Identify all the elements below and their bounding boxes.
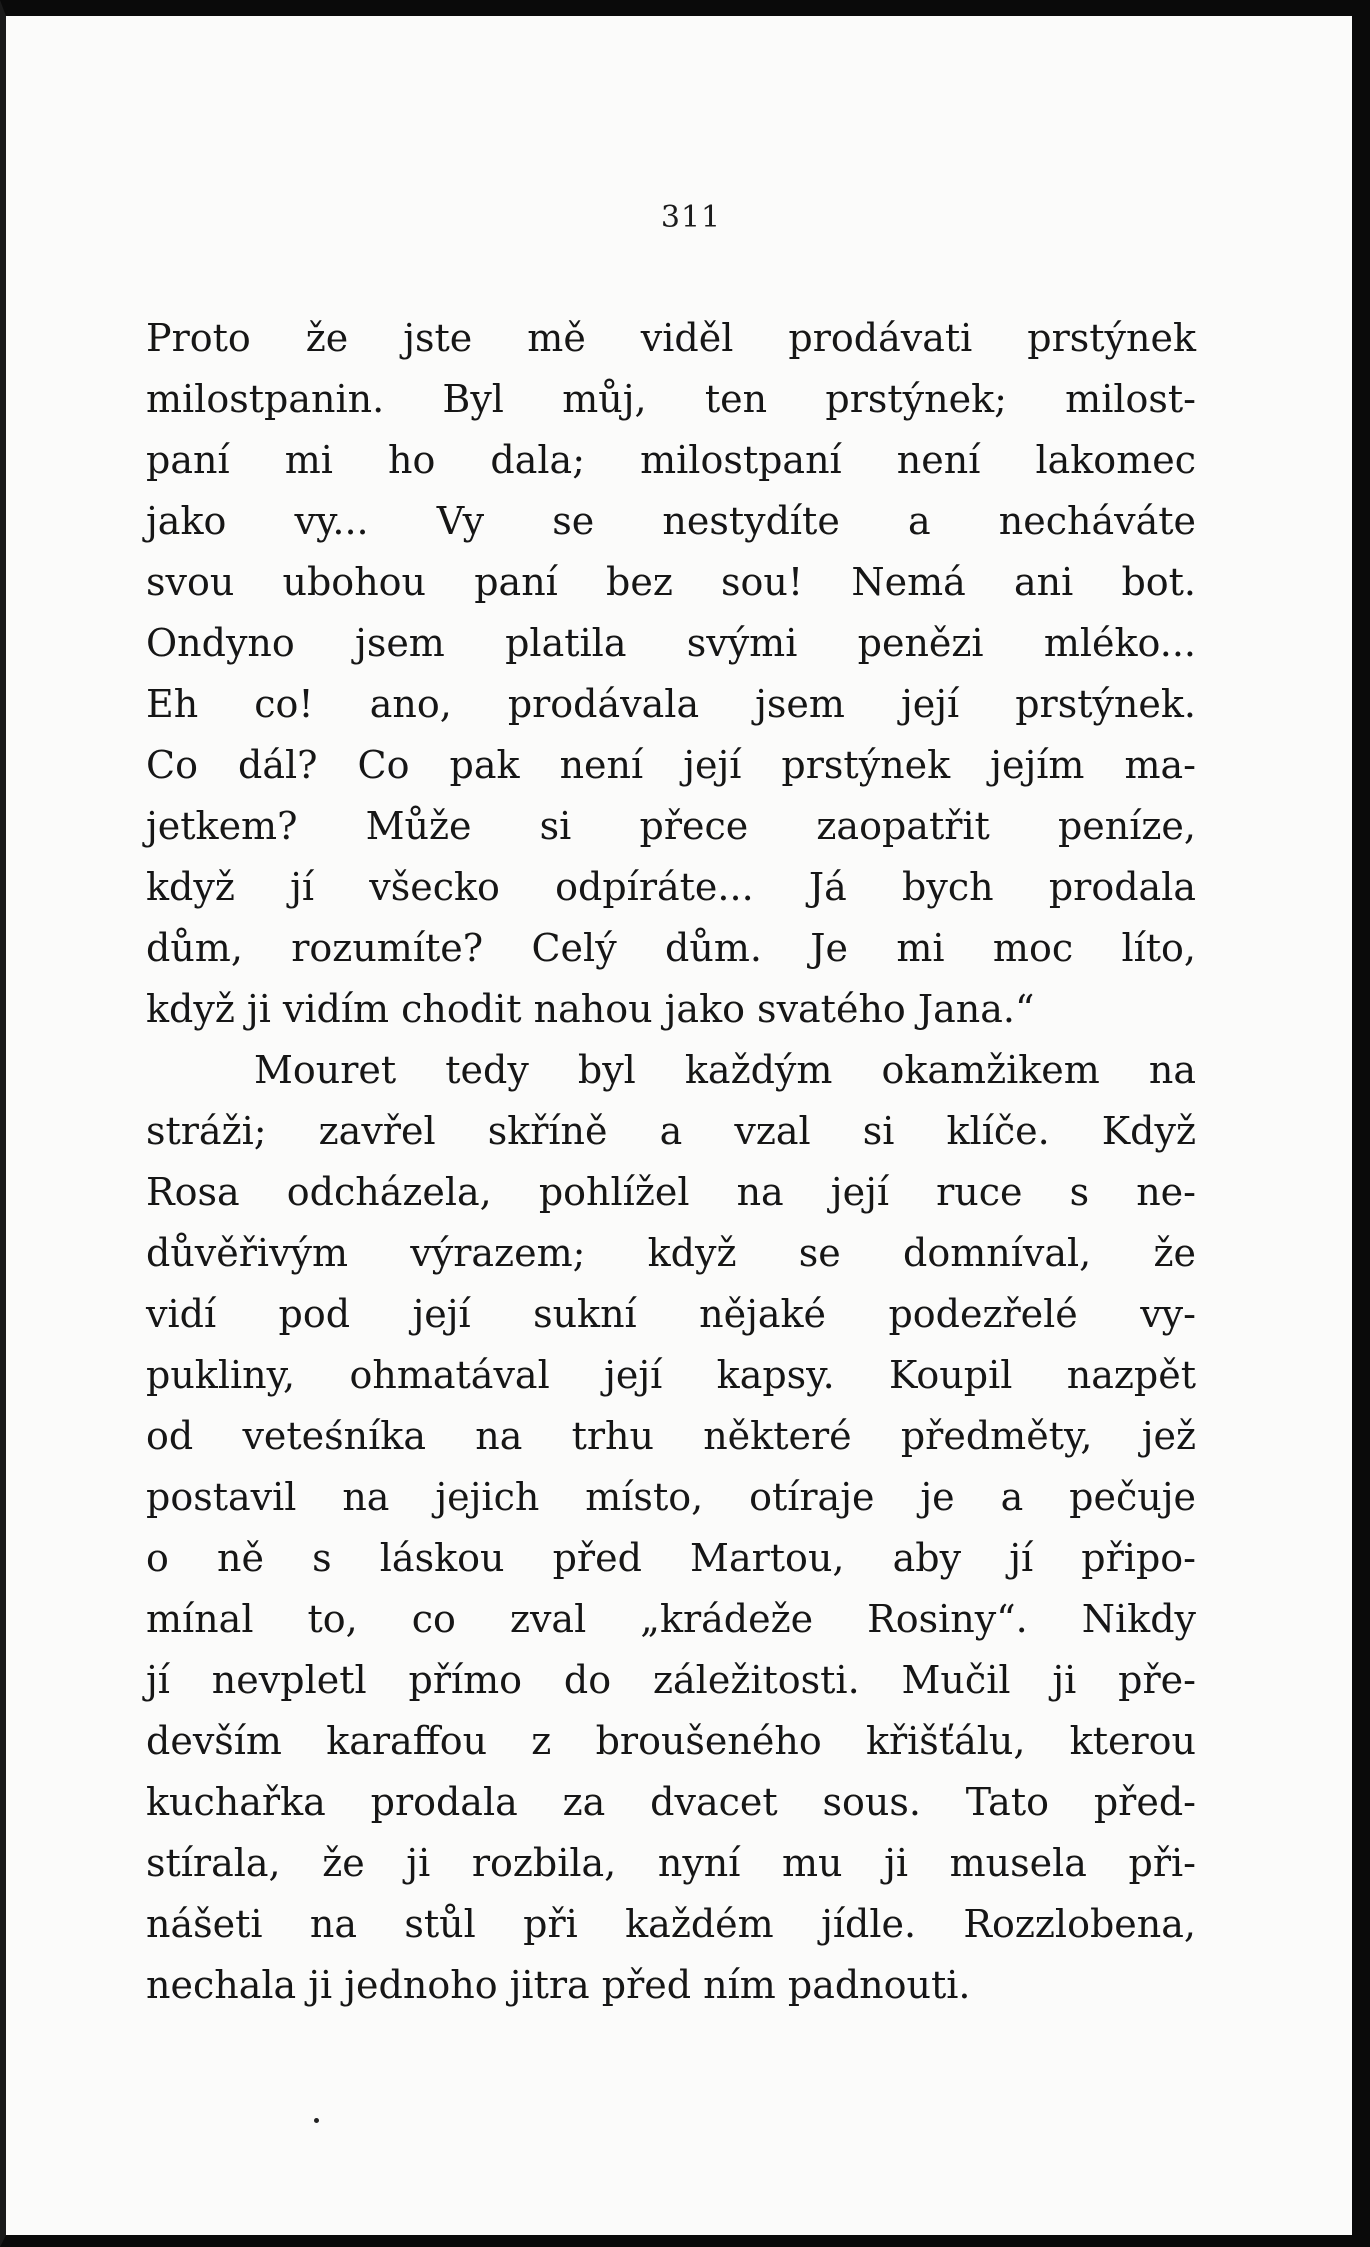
text-line: pukliny, ohmatával její kapsy. Koupil nazpět [146, 1353, 1196, 1397]
text-line: když ji vidím chodit nahou jako svatého Jana.“ [146, 987, 1035, 1031]
text-line: od veteśníka na trhu některé předměty, jež [146, 1414, 1196, 1458]
text-line: paní mi ho dala; milostpaní není lakomec [146, 438, 1196, 482]
text-line: když jí všecko odpíráte... Já bych prodala [146, 865, 1196, 909]
scan-speck [314, 2118, 319, 2123]
text-line: Ondyno jsem platila svými penězi mléko... [146, 621, 1196, 665]
text-line: dům, rozumíte? Celý dům. Je mi moc líto, [146, 926, 1196, 970]
text-line: kuchařka prodala za dvacet sous. Tato před- [146, 1780, 1196, 1824]
text-line: vidí pod její sukní nějaké podezřelé vy- [146, 1292, 1196, 1336]
text-line: stráži; zavřel skříně a vzal si klíče. Když [146, 1109, 1196, 1153]
text-line: Rosa odcházela, pohlížel na její ruce s ne- [146, 1170, 1196, 1214]
body-text [146, 308, 1196, 2016]
text-line: devším karaffou z broušeného křišťálu, kterou [146, 1719, 1196, 1763]
text-line: důvěřivým výrazem; když se domníval, že [146, 1231, 1196, 1275]
text-line: nechala ji jednoho jitra před ním padnouti. [146, 1963, 971, 2007]
text-line: jako vy... Vy se nestydíte a necháváte [146, 499, 1196, 543]
text-line: jí nevpletl přímo do záležitosti. Mučil ji pře- [146, 1658, 1196, 1702]
text-line: Eh co! ano, prodávala jsem její prstýnek. [146, 682, 1196, 726]
page-number: 311 [660, 200, 722, 235]
text-line: Proto že jste mě viděl prodávati prstýnek [146, 316, 1196, 360]
text-line: Co dál? Co pak není její prstýnek jejím ma- [146, 743, 1196, 787]
text-line: jetkem? Může si přece zaopatřit peníze, [146, 804, 1196, 848]
text-line: nášeti na stůl při každém jídle. Rozzlobena, [146, 1902, 1196, 1946]
text-line: o ně s láskou před Martou, aby jí připo- [146, 1536, 1196, 1580]
text-line: milostpanin. Byl můj, ten prstýnek; milost- [146, 377, 1196, 421]
text-line: stírala, že ji rozbila, nyní mu ji musela při- [146, 1841, 1196, 1885]
text-line: mínal to, co zval „krádeže Rosiny“. Nikdy [146, 1597, 1196, 1641]
text-line: postavil na jejich místo, otíraje je a pečuje [146, 1475, 1196, 1519]
text-line: Mouret tedy byl každým okamžikem na [254, 1048, 1196, 1092]
text-line: svou ubohou paní bez sou! Nemá ani bot. [146, 560, 1196, 604]
